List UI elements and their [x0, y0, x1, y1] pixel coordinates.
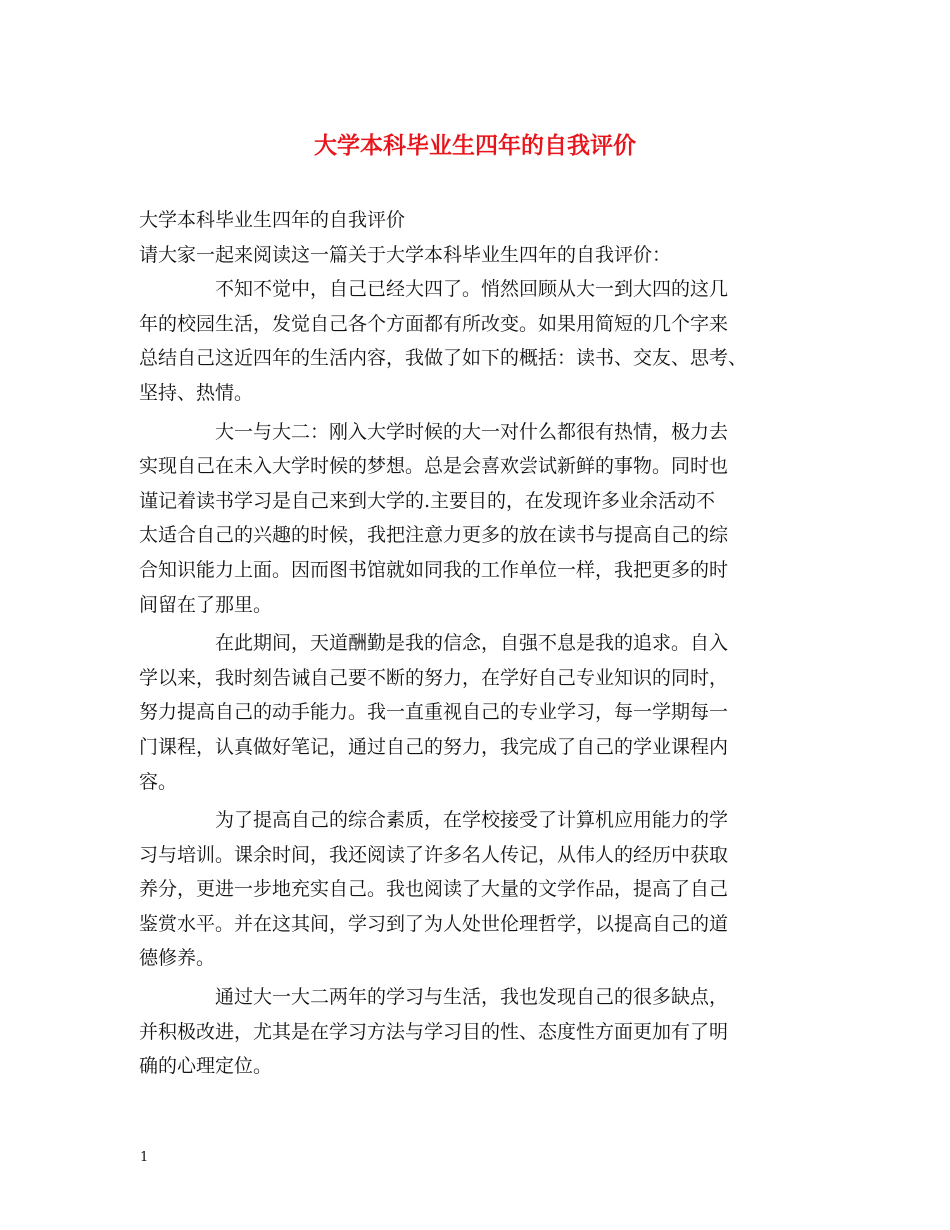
body-line: 间留在了那里。: [139, 593, 273, 616]
body-line: 年的校园生活，发觉自己各个方面都有所改变。如果用简短的几个字来: [139, 312, 729, 335]
body-line: 并积极改进，尤其是在学习方法与学习目的性、态度性方面更加有了明: [139, 1020, 729, 1043]
body-line: 德修养。: [139, 947, 216, 970]
body-line: 门课程，认真做好笔记，通过自己的努力，我完成了自己的学业课程内: [139, 735, 729, 758]
body-line: 合知识能力上面。因而图书馆就如同我的工作单位一样，我把更多的时: [139, 558, 729, 581]
body-line: 请大家一起来阅读这一篇关于大学本科毕业生四年的自我评价：: [139, 243, 672, 266]
body-line: 确的心理定位。: [139, 1055, 273, 1078]
body-line: 实现自己在未入大学时候的梦想。总是会喜欢尝试新鲜的事物。同时也: [139, 455, 729, 478]
page-number: 1: [140, 1150, 149, 1165]
body-line: 坚持、热情。: [139, 381, 254, 404]
paragraph-first-line: 通过大一大二两年的学习与生活，我也发现自己的很多缺点，: [215, 986, 729, 1009]
body-line: 习与培训。课余时间，我还阅读了许多名人传记，从伟人的经历中获取: [139, 843, 729, 866]
document-body: [139, 203, 829, 1084]
body-line: 容。: [139, 770, 178, 793]
paragraph-first-line: 大一与大二：刚入大学时候的大一对什么都很有热情，极力去: [215, 420, 729, 443]
document-title: 大学本科毕业生四年的自我评价: [314, 133, 636, 159]
paragraph-first-line: 为了提高自己的综合素质，在学校接受了计算机应用能力的学: [215, 809, 729, 832]
body-line: 总结自己这近四年的生活内容，我做了如下的概括：读书、交友、思考、: [139, 347, 748, 370]
body-line: 谨记着读书学习是自己来到大学的.主要目的，在发现许多业余活动不: [139, 489, 716, 512]
body-line: 努力提高自己的动手能力。我一直重视自己的专业学习，每一学期每一: [139, 701, 729, 724]
body-line: 大学本科毕业生四年的自我评价: [139, 209, 406, 231]
body-line: 学以来，我时刻告诫自己要不断的努力，在学好自己专业知识的同时，: [139, 666, 729, 689]
paragraph-first-line: 不知不觉中，自己已经大四了。悄然回顾从大一到大四的这几: [215, 278, 729, 301]
body-line: 鉴赏水平。并在这其间，学习到了为人处世伦理哲学，以提高自己的道: [139, 912, 729, 935]
paragraph-first-line: 在此期间，天道酬勤是我的信念，自强不息是我的追求。自入: [215, 632, 729, 655]
body-line: 太适合自己的兴趣的时候，我把注意力更多的放在读书与提高自己的综: [139, 524, 729, 547]
body-line: 养分，更进一步地充实自己。我也阅读了大量的文学作品，提高了自己: [139, 878, 729, 901]
